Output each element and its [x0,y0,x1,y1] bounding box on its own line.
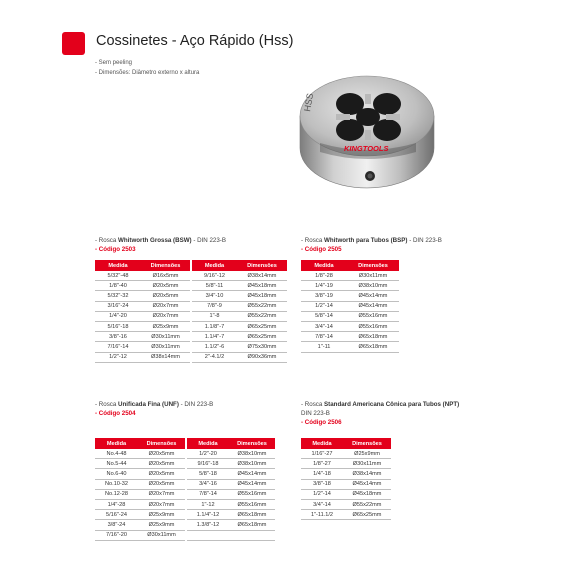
table-row [95,510,275,520]
cell: Ø45x18mm [343,489,391,499]
cell: Ø55x16mm [347,321,399,331]
cell: 1"-11.1/2 [301,510,343,520]
cell: 1/4"-20 [95,311,141,321]
cell: Ø20x7mm [138,499,186,509]
table-row [95,459,275,469]
table-row [301,271,399,281]
cell: Ø30x11mm [138,530,186,540]
cell: Ø65x25mm [237,332,287,342]
cell: Ø55x22mm [237,301,287,311]
cell: 1/2"-20 [186,449,229,459]
cell: 5/8"-14 [301,311,347,321]
cell: Ø25x9mm [138,510,186,520]
cell: Ø20x5mm [141,281,191,291]
table-row [301,489,391,499]
product-image [292,72,442,200]
cell: 1.1/4"-7 [191,332,237,342]
table-row [301,342,399,352]
cell: 1/4"-18 [301,469,343,479]
unf-code: - Código 2504 [95,410,136,417]
cell: Ø30x11mm [347,271,399,281]
table-row [95,479,275,489]
cell: 3/4"-16 [186,479,229,489]
table-row [301,479,391,489]
cell: 1/16"-27 [301,449,343,459]
cell: 5/8"-18 [186,469,229,479]
bsp-code: - Código 2505 [301,246,342,253]
cell: Ø65x18mm [229,520,275,530]
cell: Ø20x5mm [138,459,186,469]
cell: 1"-8 [191,311,237,321]
cell: 3/4"-10 [191,291,237,301]
cell: Ø16x5mm [141,271,191,281]
feature-list [95,58,199,78]
cell: Ø65x25mm [343,510,391,520]
cell: Ø45x14mm [229,469,275,479]
cell: 1/8"-40 [95,281,141,291]
col-measure: Medida [186,438,229,449]
table-row [95,520,275,530]
col-measure: Medida [301,438,343,449]
cell: 3/4"-14 [301,321,347,331]
cell: Ø65x18mm [347,332,399,342]
cell: Ø45x18mm [237,281,287,291]
cell: Ø38x14mm [141,352,191,362]
col-measure: Medida [95,260,141,271]
cell: Ø30x11mm [343,459,391,469]
cell: Ø55x16mm [229,489,275,499]
table-row [95,281,287,291]
npt-section-header [301,400,459,427]
table-row [95,449,275,459]
cell: Ø38x10mm [347,281,399,291]
table-row [95,311,287,321]
bsp-title: - Rosca Whitworth para Tubos (BSP) - DIN 223-B [301,237,442,244]
cell: 5/16"-18 [95,321,141,331]
cell: 3/8"-16 [95,332,141,342]
cell: 1/8"-28 [301,271,347,281]
npt-code: - Código 2506 [301,419,342,426]
cell: Ø20x5mm [138,469,186,479]
cell: 7/8"-14 [301,332,347,342]
table-row [95,321,287,331]
cell: Ø38x14mm [237,271,287,281]
table-row [95,489,275,499]
cell: Ø90x36mm [237,352,287,362]
cell: 1/2"-12 [95,352,141,362]
feature-item: - Sem peeling [95,60,133,66]
cell: Ø25x9mm [141,321,191,331]
cell: Ø38x10mm [229,459,275,469]
cell: Ø38x10mm [229,449,275,459]
die-hss-text: HSS [302,92,316,113]
cell: 1/2"-14 [301,489,343,499]
unf-title: - Rosca Unificada Fina (UNF) - DIN 223-B [95,401,214,408]
table-header-row [301,260,399,271]
cell: No.12-28 [95,489,138,499]
cell [186,530,229,540]
cell: Ø20x7mm [141,311,191,321]
col-dimension: Dimensões [347,260,399,271]
cell: 3/4"-14 [301,499,343,509]
cell: 1.1/4"-12 [186,510,229,520]
feature-item: - Dimensões: Diâmetro externo x altura [95,70,200,76]
die-brand-text: KINGTOOLS [344,144,389,153]
cell: Ø25x9mm [343,449,391,459]
cell: Ø20x5mm [141,291,191,301]
cell: Ø45x14mm [347,291,399,301]
cell: 7/8"-9 [191,301,237,311]
col-measure: Medida [301,260,347,271]
table-header-row [301,438,391,449]
cell: 1/8"-27 [301,459,343,469]
cell: 1.1/8"-7 [191,321,237,331]
col-dimension: Dimensões [229,438,275,449]
cell: No.4-48 [95,449,138,459]
col-dimension: Dimensões [138,438,186,449]
cell: Ø38x14mm [343,469,391,479]
col-measure: Medida [191,260,237,271]
npt-din: DIN 223-B [301,410,330,417]
cell: 2"-4.1/2 [191,352,237,362]
bsp-section-header [301,236,442,254]
table-row [301,311,399,321]
cell: Ø55x22mm [237,311,287,321]
cell: Ø20x5mm [138,479,186,489]
bsw-section-header [95,236,226,254]
table-row [95,332,287,342]
bsw-table [95,260,287,363]
cell: Ø45x14mm [343,479,391,489]
cell: Ø45x14mm [347,301,399,311]
table-row [301,459,391,469]
cell: 7/8"-14 [186,489,229,499]
cell: 7/16"-14 [95,342,141,352]
npt-title: - Rosca Standard Americana Cônica para Tubos (NPT) [301,401,460,408]
col-dimension: Dimensões [237,260,287,271]
cell: Ø55x16mm [229,499,275,509]
cell: Ø30x11mm [141,342,191,352]
npt-table [301,438,391,520]
page-title: Cossinetes - Aço Rápido (Hss) [96,33,294,49]
cell: Ø25x9mm [138,520,186,530]
cell: 5/8"-11 [191,281,237,291]
cell: 5/32"-32 [95,291,141,301]
cell: 7/16"-20 [95,530,138,540]
cell [229,530,275,540]
cell: Ø75x30mm [237,342,287,352]
table-header-row [95,438,275,449]
bsw-code: - Código 2503 [95,246,136,253]
cell: Ø30x11mm [141,332,191,342]
cell: No.10-32 [95,479,138,489]
col-dimension: Dimensões [141,260,191,271]
cell: 1/2"-14 [301,301,347,311]
cell: Ø20x5mm [138,449,186,459]
cell: Ø65x25mm [237,321,287,331]
cell: 1/4"-28 [95,499,138,509]
cell: 3/16"-24 [95,301,141,311]
col-dimension: Dimensões [343,438,391,449]
table-row [95,530,275,540]
cell: Ø20x7mm [141,301,191,311]
unf-table [95,438,275,541]
cell: Ø55x16mm [347,311,399,321]
table-row [95,499,275,509]
table-row [301,291,399,301]
cell: Ø65x18mm [229,510,275,520]
cell: 5/16"-24 [95,510,138,520]
cell: No.6-40 [95,469,138,479]
table-row [95,271,287,281]
table-header-row [95,260,287,271]
table-row [95,301,287,311]
cell: Ø20x7mm [138,489,186,499]
cell: 9/16"-12 [191,271,237,281]
cell: 1/4"-19 [301,281,347,291]
cell: No.5-44 [95,459,138,469]
table-row [301,449,391,459]
cell: 5/32"-48 [95,271,141,281]
cell: 3/8"-18 [301,479,343,489]
cell: 1.3/8"-12 [186,520,229,530]
cell: Ø45x14mm [229,479,275,489]
table-row [301,301,399,311]
cell: Ø55x22mm [343,499,391,509]
table-row [301,332,399,342]
unf-section-header [95,400,213,418]
threading-die-image [292,72,442,200]
table-row [301,321,399,331]
brand-square [62,32,85,55]
bsp-table [301,260,399,353]
cell: 9/16"-18 [186,459,229,469]
cell: Ø45x18mm [237,291,287,301]
table-row [301,469,391,479]
table-row [95,342,287,352]
table-row [301,499,391,509]
table-row [301,510,391,520]
table-row [301,281,399,291]
table-row [95,469,275,479]
table-row [95,291,287,301]
cell: 3/8"-19 [301,291,347,301]
table-row [95,352,287,362]
cell: 1"-11 [301,342,347,352]
col-measure: Medida [95,438,138,449]
cell: 1"-12 [186,499,229,509]
bsw-title: - Rosca Whitworth Grossa (BSW) - DIN 223-B [95,237,226,244]
cell: 3/8"-24 [95,520,138,530]
cell: 1.1/2"-6 [191,342,237,352]
cell: Ø65x18mm [347,342,399,352]
